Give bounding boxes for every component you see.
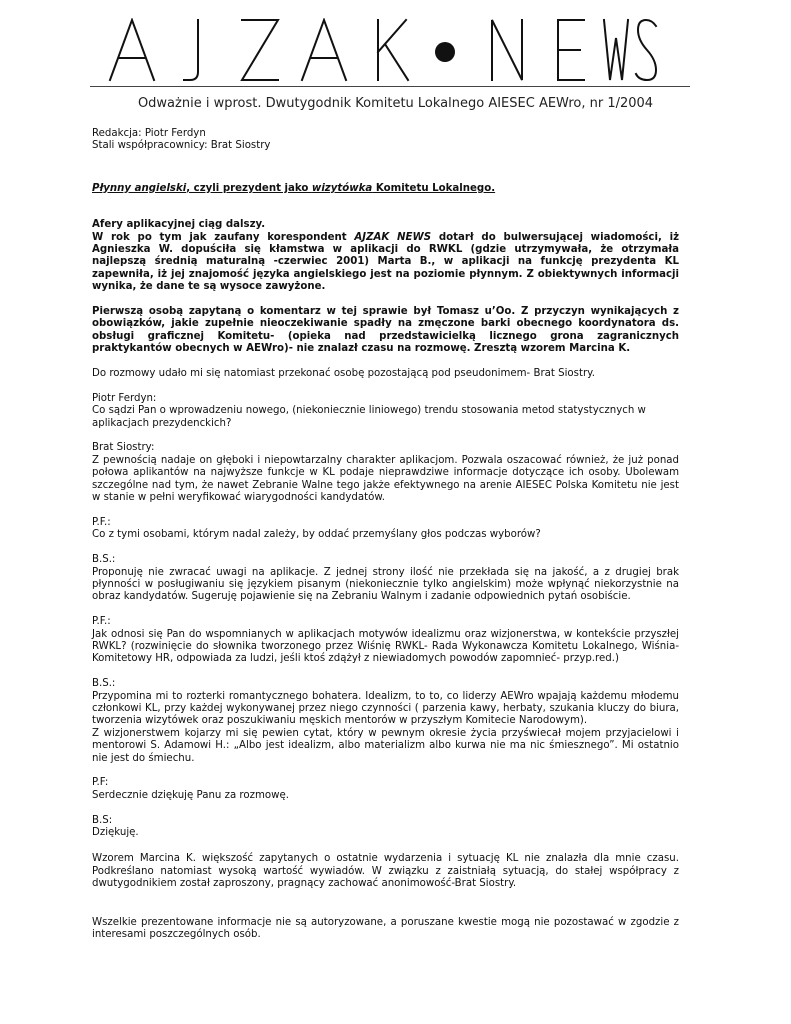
article-body — [92, 128, 679, 954]
editor-credit: Redakcja: Piotr Ferdyn — [92, 128, 206, 139]
article-headline: Płynny angielski, czyli prezydent jako wizytówka Komitetu Lokalnego. — [92, 182, 496, 194]
speaker-text: Z pewnością nadaje on głęboki i niepowtarzalny charakter aplikacjom. Pozwala oszacować również, że już ponad połowa aplikantów na najwyższe funkcje w KL podaje nieprawdziwe informacje dotyczące ich osoby. Ubolewam szczególne nad tym, że nawet Zebranie Walne tego jakże efektywnego na arenie AIESEC Polska Komitetu nie jest w stanie w pełni weryfikować wiarygodności kandydatów. — [92, 454, 679, 504]
page-subtitle: Odważnie i wprost. Dwutygodnik Komitetu Lokalnego AIESEC AEWro, nr 1/2004 — [137, 96, 654, 111]
speaker-text: Z wizjonerstwem kojarzy mi się pewien cytat, który w pewnym okresie życia przyświecał mojem przyjacielowi i mentorowi S. Adamowi H.: „Albo jest idealizm, albo materializm albo kurwa nie ma nic śmiesznego”. Mi ostatnio nie jest do śmiechu. — [92, 727, 679, 764]
lead-paragraph-2: Pierwszą osobą zapytaną o komentarz w tej sprawie był Tomasz u’Oo. Z przyczyn wynikających z obowiązków, jakie zupełnie nieoczekiwanie spadły na zmęczone barki obecnego koordynatora ds. obsługi graficznej Komitetu- (opieka nad przedstawicielką licznego grona zagranicznych praktykantów obecnych w AEWro)- nie znalazł czasu na rozmowę. Zresztą wzorem Marcina K. — [92, 306, 679, 355]
speaker-label: B.S: — [92, 814, 113, 826]
speaker-label: B.S.: — [92, 678, 116, 690]
speaker-label: Brat Siostry: — [92, 442, 155, 454]
masthead-divider — [90, 86, 690, 87]
interview-block — [92, 554, 679, 604]
speaker-label: B.S.: — [92, 554, 116, 566]
speaker-text: Co z tymi osobami, którym nadal zależy, by oddać przemyślany głos podczas wyborów? — [92, 529, 541, 541]
interview-block — [92, 442, 679, 504]
speaker-label: P.F.: — [92, 616, 111, 628]
speaker-text: Dziękuję. — [92, 826, 139, 838]
interview-block — [92, 777, 679, 802]
speaker-text: Przypomina mi to rozterki romantycznego bohatera. Idealizm, to to, co liderzy AEWro wpajają każdemu młodemu członkowi KL, przy każdej wykonywanej przez niego czynności ( parzenia kawy, herbaty, szukania kluczy do biura, tworzenia wizytówek oraz poszukiwaniu męskich mentorów w przyszłym Komitecie Narodowym). — [92, 690, 679, 727]
masthead-credits — [92, 128, 679, 153]
contributors-credit: Stali współpracownicy: Brat Siostry — [92, 140, 271, 152]
speaker-label: P.F: — [92, 777, 109, 789]
dot-icon — [435, 42, 455, 62]
speaker-text: Proponuję nie zwracać uwagi na aplikacje. Z jednej strony ilość nie przekłada się na jakość, a z drugiej brak płynności w posługiwaniu się językiem pisanym (niekoniecznie tylko angielskim) może wpłynąć niekorzystnie na obraz kandydatów. Sugeruję pojawienie się na Zebraniu Walnym i zadanie odpowiednich pytań osobiście. — [92, 566, 679, 603]
interview-block — [92, 517, 679, 542]
speaker-text: Jak odnosi się Pan do wspomnianych w aplikacjach motywów idealizmu oraz wizjonerstwa, w kontekście przyszłej RWKL? (rozwinięcie do słownika tworzonego przez Wiśnię RWKL- Rada Wykonawcza Komitetu Lokalnego, Wiśnia- Komitetowy HR, odpowiada za ludzi, jeśli ktoś zdążył z niewiadomych powodów zapomnieć- przyp.red.) — [92, 628, 679, 665]
disclaimer: Wszelkie prezentowane informacje nie są autoryzowane, a poruszane kwestie mogą nie pozostawać w zgodzie z interesami poszczególnych osób. — [92, 916, 679, 940]
speaker-text: Serdecznie dziękuję Panu za rozmowę. — [92, 789, 289, 801]
interview-block — [92, 678, 679, 765]
interview-block — [92, 616, 679, 666]
masthead-logo — [100, 18, 660, 82]
speaker-label: P.F.: — [92, 516, 111, 528]
interview-block — [92, 815, 679, 840]
speaker-text: Co sądzi Pan o wprowadzeniu nowego, (niekoniecznie liniowego) trendu stosowania metod statystycznych w aplikacjach prezydenckich? — [92, 405, 646, 429]
lead-paragraph-1: Afery aplikacyjnej ciąg dalszy. W rok po tym jak zaufany korespondent AJZAK NEWS dotarł do bulwersującej wiadomości, iż Agnieszka W. dopuściła się kłamstwa w aplikacji do RWKL (gdzie utrzymywała, że otrzymała najlepszą średnią maturalną -czerwiec 2001) Marta B., w aplikacji na funkcję prezydenta KL zapewniła, iż jej znajomość języka angielskiego jest na poziomie płynnym. Z obiektywnych informacji wynika, że dane te są wysoce zawyżone. — [92, 219, 679, 293]
interview-block — [92, 393, 679, 430]
masthead-letters — [100, 18, 660, 82]
lead-heading: Afery aplikacyjnej ciąg dalszy. — [92, 219, 266, 231]
closing-paragraph: Wzorem Marcina K. większość zapytanych o ostatnie wydarzenia i sytuację KL nie znalazła dla mnie czasu. Podkreślano natomiast wysoką wartość wywiadów. W związku z zaistniałą sytuacją, do stałej współpracy z dwutygodnikiem został zaproszony, pragnący zachować anonimowość-Brat Siostry. — [92, 853, 679, 890]
speaker-label: Piotr Ferdyn: — [92, 392, 157, 404]
interview-intro: Do rozmowy udało mi się natomiast przekonać osobę pozostającą pod pseudonimem- Brat Siostry. — [92, 368, 595, 380]
brand-name: AJZAK NEWS — [354, 231, 432, 243]
